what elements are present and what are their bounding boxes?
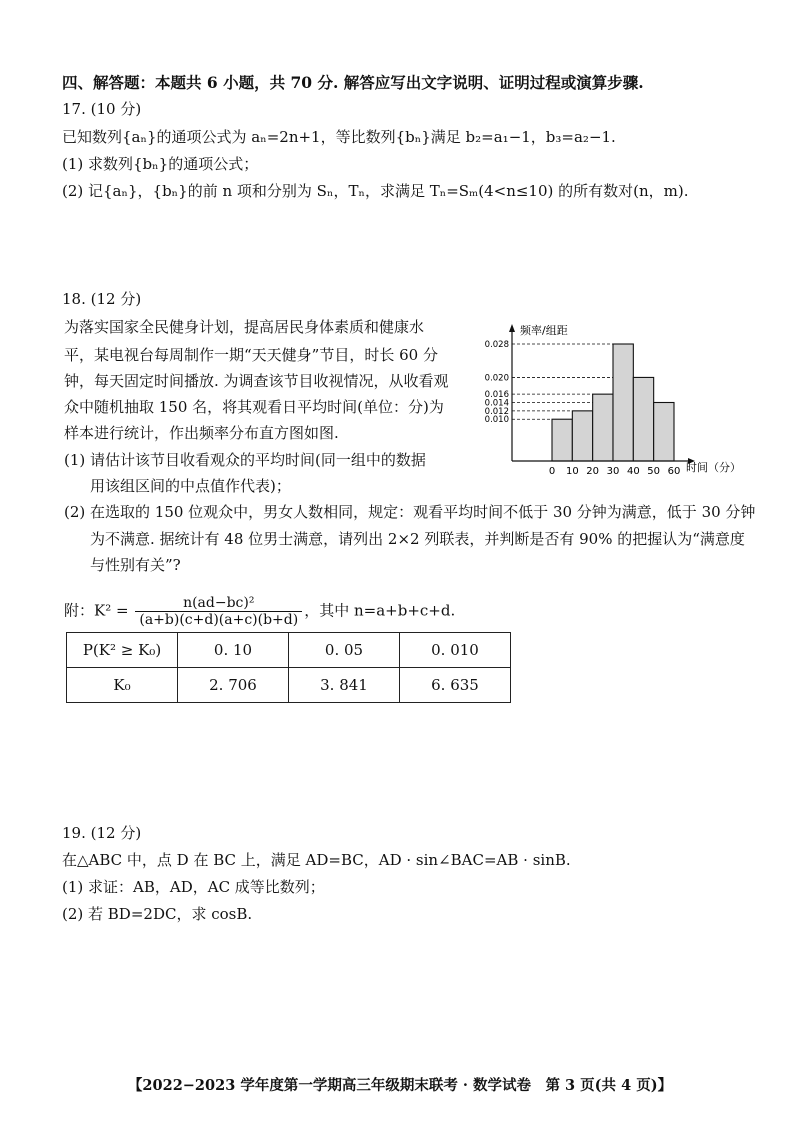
y-tick-label: 0.016	[484, 390, 509, 401]
x-tick-label: 10	[565, 466, 579, 477]
q18-part1-line: 用该组区间的中点值作代表)；	[90, 477, 291, 495]
q18-stem-line: 为落实国家全民健身计划，提高居民身体素质和健康水	[64, 318, 425, 336]
histogram-bar	[552, 419, 572, 461]
y-tick-label: 0.012	[484, 406, 509, 417]
q19-stem: 在△ABC 中，点 D 在 BC 上，满足 AD=BC，AD · sin∠BAC=AB · sinB.	[62, 851, 571, 869]
formula-numerator: n(ad−bc)²	[183, 595, 255, 611]
histogram-bar	[593, 394, 613, 461]
q19-part1: (1) 求证：AB，AD，AC 成等比数列；	[62, 878, 325, 896]
y-tick-label: 0.028	[484, 340, 509, 350]
table-row	[67, 633, 511, 668]
q18-part2-line: (2) 在选取的 150 位观众中，男女人数相同，规定：观看平均时间不低于 30 分钟为满意，低于 30 分钟	[64, 503, 756, 521]
formula-lhs: K² =	[94, 601, 129, 620]
q18-stem-line: 平，某电视台每周制作一期“天天健身”节目，时长 60 分	[64, 346, 438, 364]
table-cell: 0. 05	[289, 633, 400, 668]
formula	[64, 595, 455, 628]
x-tick-label: 60	[667, 466, 681, 477]
table-cell: P(K² ≥ K₀)	[67, 633, 178, 668]
q18-number: 18. (12 分)	[62, 290, 142, 308]
table-cell: K₀	[67, 668, 178, 703]
x-axis-label: 时间（分）	[686, 461, 741, 474]
q18-part1-line: (1) 请估计该节目收看观众的平均时间(同一组中的数据	[64, 451, 426, 469]
q19-part2: (2) 若 BD=2DC，求 cosB.	[62, 905, 253, 923]
formula-denominator: (a+b)(c+d)(a+c)(b+d)	[135, 611, 302, 628]
q18-part2-line: 与性别有关”?	[90, 556, 181, 574]
y-tick-label: 0.014	[484, 398, 509, 409]
histogram-bar	[572, 411, 592, 461]
formula-fraction	[135, 595, 302, 628]
y-tick-label: 0.020	[484, 373, 509, 384]
k-squared-table	[66, 632, 511, 703]
x-tick-label: 20	[586, 466, 600, 477]
table-cell: 2. 706	[178, 668, 289, 703]
y-axis-label: 频率/组距	[520, 324, 568, 337]
histogram-bars	[552, 344, 674, 461]
page-footer: 【2022−2023 学年度第一学期高三年级期末联考 · 数学试卷 第 3 页(共 4 页)】	[127, 1077, 673, 1094]
section-header: 四、解答题：本题共 6 小题，共 70 分. 解答应写出文字说明、证明过程或演算步骤.	[62, 73, 644, 92]
table-cell: 6. 635	[400, 668, 511, 703]
q18-stem-line: 众中随机抽取 150 名，将其观看日平均时间(单位：分)为	[64, 398, 444, 416]
table-cell: 3. 841	[289, 668, 400, 703]
histogram-bar	[654, 403, 674, 462]
q17-number: 17. (10 分)	[62, 100, 142, 118]
histogram-bar	[633, 377, 653, 461]
x-tick-label: 30	[606, 466, 620, 477]
y-axis-arrow	[509, 324, 515, 332]
x-tick-label: 0	[548, 466, 556, 477]
formula-suffix: ，其中 n=a+b+c+d.	[304, 601, 456, 620]
y-tick-label: 0.010	[484, 415, 509, 426]
q17-stem: 已知数列{aₙ}的通项公式为 aₙ=2n+1，等比数列{bₙ}满足 b₂=a₁−1，b₃=a₂−1.	[62, 128, 616, 146]
q18-stem-line: 样本进行统计，作出频率分布直方图如图.	[64, 424, 339, 442]
table-cell: 0. 010	[400, 633, 511, 668]
q18-part2-line: 为不满意. 据统计有 48 位男士满意，请列出 2×2 列联表，并判断是否有 90% 的把握认为“满意度	[90, 530, 745, 548]
appendix-prefix: 附：	[64, 601, 95, 620]
q17-part1: (1) 求数列{bₙ}的通项公式；	[62, 155, 259, 173]
q19-number: 19. (12 分)	[62, 824, 142, 842]
x-tick-label: 40	[626, 466, 640, 477]
x-tick-label: 50	[647, 466, 661, 477]
table-cell: 0. 10	[178, 633, 289, 668]
q18-stem-line: 钟，每天固定时间播放. 为调查该节目收视情况，从收看观	[64, 372, 449, 390]
table-row	[67, 668, 511, 703]
q17-part2: (2) 记{aₙ}，{bₙ}的前 n 项和分别为 Sₙ，Tₙ，求满足 Tₙ=Sₘ(4<n≤10) 的所有数对(n，m).	[62, 182, 689, 200]
histogram-bar	[613, 344, 633, 461]
frequency-histogram	[476, 320, 766, 480]
